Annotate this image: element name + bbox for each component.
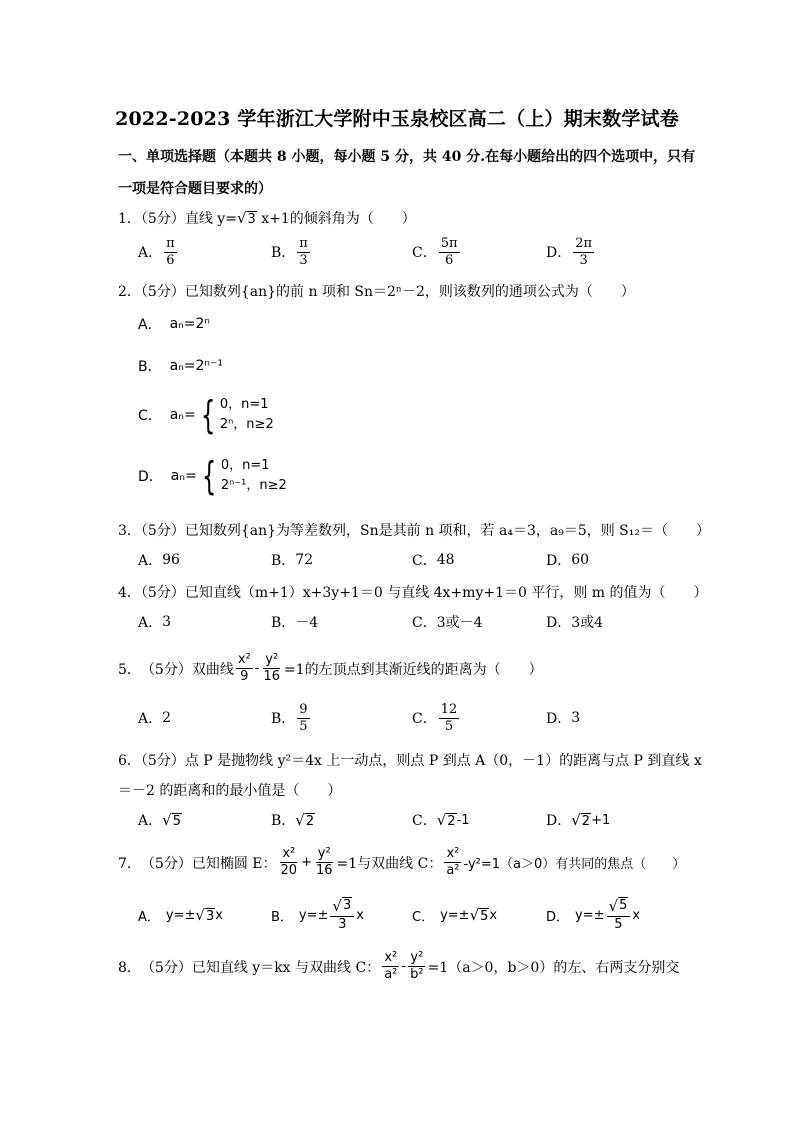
option-d[interactable]: D． 3或4	[546, 615, 604, 631]
question-5-stem: 5． （5分） 双曲线 $\frac{\text{x²}}{9}$ - $\frac{\text{y²}}{16}$ =1的左顶点到其渐近线的距离为（ ）	[118, 652, 543, 684]
case-brace: { 0，n=1 2ⁿ，n≥2	[200, 393, 274, 437]
question-1-stem: 1．（5分）直线 y= √ 3 x+1的倾斜角为（ ）	[118, 209, 416, 227]
question-2-option-d[interactable]: D． aₙ= { 0，n=1 2ⁿ⁻¹，n≥2	[138, 454, 287, 498]
option-b[interactable]: B． 72	[271, 552, 314, 569]
question-6-stem-line1: 6．（5分）点 P 是抛物线 y²＝4x 上一动点，则点 P 到点 A（0，－1）的距离与点 P 到直线 x	[118, 753, 702, 769]
option-a[interactable]: A． 3	[138, 614, 172, 631]
option-a[interactable]: A． 96	[138, 552, 180, 569]
question-7-stem: 7． （5分） 已知椭圆 E： $\frac{\text{x²}}{20}$ + $\frac{\text{y²}}{16}$ =1与双曲线 C： $\frac{\text{x²}}{\text{a²}}$ -y²=1（a＞0）有共同的焦点（ ）	[118, 846, 686, 878]
option-d[interactable]: D． √ 2 +1	[546, 811, 611, 829]
option-b[interactable]: B． $\frac{\pi}{3}$	[271, 235, 308, 268]
option-d[interactable]: D． 60	[546, 552, 590, 569]
sqrt: √ 3	[236, 209, 256, 227]
question-2-stem: 2．（5分）已知数列{an}的前 n 项和 Sn＝2ⁿ－2，则该数列的通项公式为（ ）	[118, 284, 635, 300]
question-1-options	[138, 232, 698, 272]
option-a[interactable]: A． y=± √ 3 x	[138, 906, 223, 925]
option-a[interactable]: A． 2	[138, 710, 172, 727]
question-3-options	[138, 540, 698, 580]
question-7-options	[138, 895, 698, 935]
option-b[interactable]: B． √ 2	[271, 811, 315, 829]
section-heading-line1: 一、单项选择题（本题共 8 小题，每小题 5 分，共 40 分.在每小题给出的四个选项中，只有	[118, 149, 696, 165]
section-heading-line2: 一项是符合题目要求的）	[118, 181, 272, 197]
case-brace: { 0，n=1 2ⁿ⁻¹，n≥2	[201, 454, 287, 498]
option-c[interactable]: C． $\frac{5\pi}{6}$	[412, 235, 458, 268]
option-b[interactable]: B． －4	[271, 615, 319, 631]
option-c[interactable]: C． y=± √ 5 x	[412, 906, 498, 925]
question-4-options	[138, 602, 698, 642]
question-6-stem-line2: ＝－2 的距离和的最小值是（ ）	[118, 783, 342, 799]
option-c[interactable]: C． 48	[412, 552, 455, 569]
question-4-stem: 4．（5分）已知直线（m+1）x+3y+1＝0 与直线 4x+my+1＝0 平行，则 m 的值为（ ）	[118, 585, 708, 601]
question-2-option-a[interactable]: A． aₙ=2ⁿ	[138, 316, 210, 333]
option-b[interactable]: B． y=± √ 3 3 x	[271, 897, 364, 932]
option-c[interactable]: C． 3或－4	[412, 615, 483, 631]
option-b[interactable]: B． $\frac{9}{5}$	[271, 701, 308, 734]
option-d[interactable]: D． 3	[546, 710, 581, 727]
question-2-option-b[interactable]: B． aₙ=2ⁿ⁻¹	[138, 358, 223, 375]
option-a[interactable]: A． √ 5	[138, 811, 181, 829]
option-c[interactable]: C． √ 2 -1	[412, 811, 470, 829]
option-d[interactable]: D． y=± √ 5 5 x	[546, 897, 641, 932]
page-title: 2022-2023 学年浙江大学附中玉泉校区高二（上）期末数学试卷	[115, 108, 679, 130]
option-c[interactable]: C． $\frac{12}{5}$	[412, 701, 458, 734]
question-2-option-c[interactable]: C． aₙ= { 0，n=1 2ⁿ，n≥2	[138, 393, 274, 437]
option-d[interactable]: D． $\frac{2\pi}{3}$	[546, 235, 593, 268]
question-3-stem: 3．（5分）已知数列{an}为等差数列，Sn是其前 n 项和，若 a₄＝3，a₉＝5，则 S₁₂＝（ ）	[118, 523, 710, 539]
question-6-options	[138, 800, 698, 840]
question-5-options	[138, 698, 698, 738]
question-8-stem: 8． （5分） 已知直线 y＝kx 与双曲线 C： $\frac{\text{x²}}{\text{a²}}$ - $\frac{\text{y²}}{\text{b²}}$ =1（a＞0，b＞0）的左、右两支分别交	[118, 950, 680, 982]
option-a[interactable]: A． $\frac{\pi}{6}$	[138, 235, 175, 268]
